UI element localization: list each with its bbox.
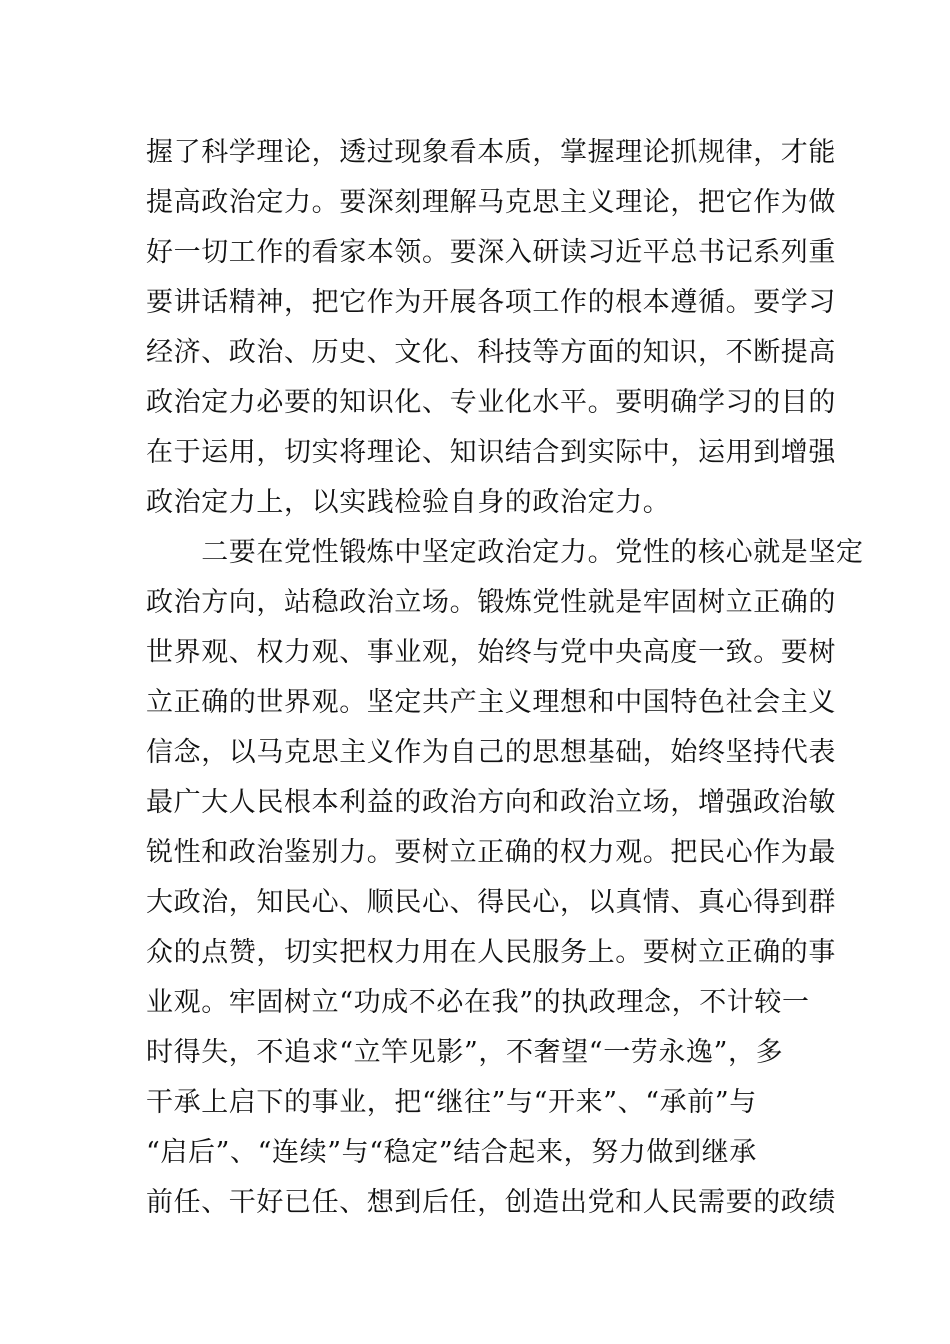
text-line: 信念，以马克思主义作为自己的思想基础，始终坚持代表 bbox=[146, 737, 836, 768]
document-body bbox=[146, 128, 864, 1228]
text-line: 前任、干好已任、想到后任，创造出党和人民需要的政绩 bbox=[146, 1187, 836, 1218]
text-line: 政治定力必要的知识化、专业化水平。要明确学习的目的 bbox=[146, 387, 836, 418]
text-line: 政治定力上，以实践检验自身的政治定力。 bbox=[146, 487, 671, 518]
text-line: 经济、政治、历史、文化、科技等方面的知识，不断提高 bbox=[146, 337, 836, 368]
text-line: 握了科学理论，透过现象看本质，掌握理论抓规律，才能 bbox=[146, 137, 836, 168]
text-line: 好一切工作的看家本领。要深入研读习近平总书记系列重 bbox=[146, 237, 836, 268]
text-line: 立正确的世界观。坚定共产主义理想和中国特色社会主义 bbox=[146, 687, 836, 718]
text-line: 要讲话精神，把它作为开展各项工作的根本遵循。要学习 bbox=[146, 287, 836, 318]
text-line: 在于运用，切实将理论、知识结合到实际中，运用到增强 bbox=[146, 437, 836, 468]
text-line: 政治方向，站稳政治立场。锻炼党性就是牢固树立正确的 bbox=[146, 587, 836, 618]
text-line: “启后”、“连续”与“稳定”结合起来，努力做到继承 bbox=[146, 1137, 757, 1168]
text-line: 时得失，不追求“立竿见影”，不奢望“一劳永逸”，多 bbox=[146, 1037, 784, 1068]
text-line: 业观。牢固树立“功成不必在我”的执政理念，不计较一 bbox=[146, 987, 810, 1018]
text-line: 锐性和政治鉴别力。要树立正确的权力观。把民心作为最 bbox=[146, 837, 836, 868]
text-line: 大政治，知民心、顺民心、得民心，以真情、真心得到群 bbox=[146, 887, 836, 918]
text-line: 最广大人民根本利益的政治方向和政治立场，增强政治敏 bbox=[146, 787, 836, 818]
text-line: 提高政治定力。要深刻理解马克思主义理论，把它作为做 bbox=[146, 187, 836, 218]
text-line: 干承上启下的事业，把“继往”与“开来”、“承前”与 bbox=[146, 1087, 757, 1118]
text-line: 众的点赞，切实把权力用在人民服务上。要树立正确的事 bbox=[146, 937, 836, 968]
text-line: 世界观、权力观、事业观，始终与党中央高度一致。要树 bbox=[146, 637, 836, 668]
paragraph-start-line: 二要在党性锻炼中坚定政治定力。党性的核心就是坚定 bbox=[146, 537, 864, 568]
